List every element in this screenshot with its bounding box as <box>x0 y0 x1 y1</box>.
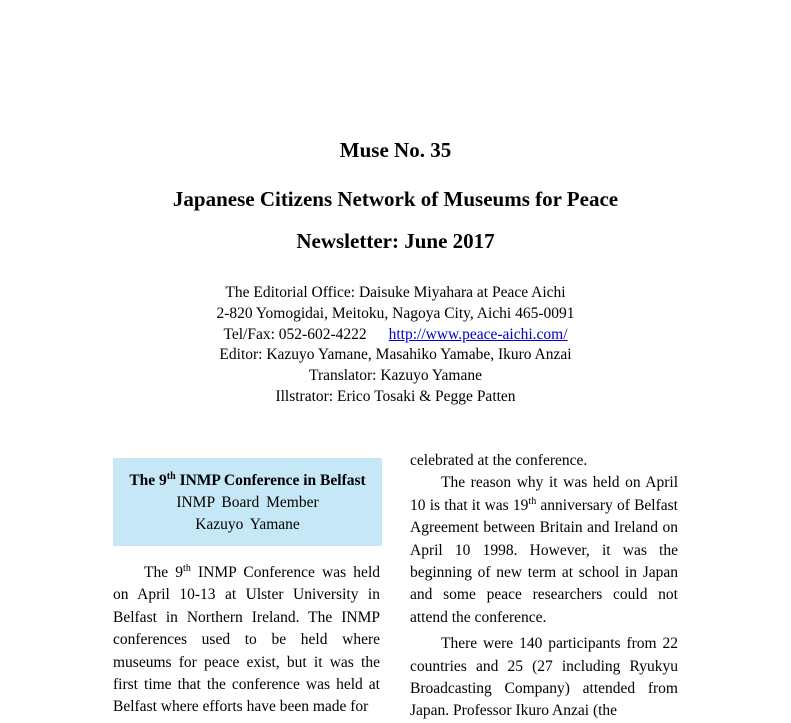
paragraph: There were 140 participants from 22 countries and 25 (27 including Ryukyu Broadcasting Company) attended from Japan. Professor Ikuro Anzai (the <box>410 635 678 720</box>
byline-role: INMP Board Member <box>176 494 319 511</box>
paragraph: celebrated at the conference. <box>410 452 588 469</box>
organization-title: Japanese Citizens Network of Museums for Peace <box>172 187 619 211</box>
article-column-left <box>113 562 380 719</box>
issue-title: Muse No. 35 <box>339 138 452 162</box>
editorial-info <box>0 283 791 408</box>
paragraph: The reason why it was held on April 10 is that it was 19th anniversary of Belfast Agreement between Britain and Ireland on April 10 1998. However, it was the beginning of new term at school in Japan and some peace researchers could not attend the conference. <box>410 474 678 626</box>
article-title: The 9th INMP Conference in Belfast <box>129 471 366 489</box>
tel-fax: Tel/Fax: 052-602-4222 <box>223 325 367 343</box>
illustrator: Illstrator: Erico Tosaki & Pegge Patten <box>275 387 516 405</box>
editorial-office: The Editorial Office: Daisuke Miyahara at Peace Aichi <box>225 284 566 301</box>
article-column-right <box>410 450 678 723</box>
editors: Editor: Kazuyo Yamane, Masahiko Yamabe, Ikuro Anzai <box>219 346 572 364</box>
paragraph: The 9th INMP Conference was held on April 10-13 at Ulster University in Belfast in Northern Ireland. The INMP conferences used to be held where museums for peace exist, but it was the first time that the conference was held at Belfast where efforts have been made for <box>113 563 380 716</box>
newsletter-date: Newsletter: June 2017 <box>296 229 495 253</box>
contact-line <box>0 325 791 346</box>
translator: Translator: Kazuyo Yamane <box>309 367 482 385</box>
article-title-box <box>113 458 382 546</box>
editorial-address: 2-820 Yomogidai, Meitoku, Nagoya City, Aichi 465-0091 <box>216 304 575 322</box>
website-link[interactable]: http://www.peace-aichi.com/ <box>388 325 568 343</box>
byline-name: Kazuyo Yamane <box>195 516 300 533</box>
